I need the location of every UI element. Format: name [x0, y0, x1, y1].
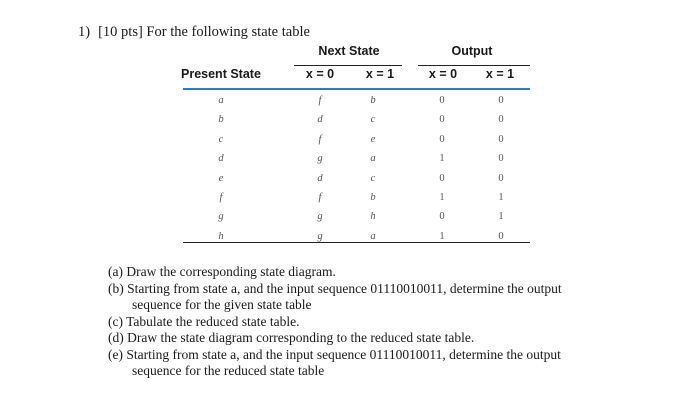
- cell-next1: c: [370, 172, 376, 184]
- table-row: [0, 114, 700, 133]
- question-heading: [78, 24, 310, 41]
- cell-next0: g: [317, 153, 323, 165]
- cell-present: e: [218, 172, 224, 184]
- part-label: (b): [108, 280, 124, 296]
- cell-next1: b: [370, 192, 376, 203]
- cell-next1: b: [370, 95, 376, 106]
- question-part: [108, 347, 562, 380]
- cell-out1: 0: [498, 114, 504, 126]
- cell-out0: 0: [439, 114, 445, 126]
- cell-out1: 0: [498, 95, 504, 106]
- part-label: (d): [108, 330, 124, 345]
- question-part: [108, 264, 562, 281]
- next-x0-header: x = 0: [305, 67, 335, 81]
- cell-out0: 1: [439, 230, 445, 242]
- cell-next0: d: [317, 172, 323, 184]
- part-label: (c): [108, 313, 123, 329]
- cell-out0: 0: [439, 211, 445, 223]
- cell-next1: c: [370, 114, 376, 126]
- part-text: Tabulate the reduced state table.: [126, 313, 300, 329]
- cell-out0: 0: [439, 133, 445, 145]
- question-part: [108, 330, 562, 347]
- cell-present: c: [218, 133, 224, 145]
- question-number: 1): [78, 24, 91, 40]
- part-text: Starting from state a, and the input sequence 01110010011, determine the output: [126, 346, 561, 362]
- table-row: [0, 192, 700, 211]
- cell-next1: a: [370, 153, 376, 165]
- cell-out0: 1: [439, 153, 445, 165]
- cell-present: d: [218, 153, 224, 165]
- table-row: [0, 134, 700, 153]
- cell-out1: 1: [498, 192, 504, 203]
- question-parts: [108, 264, 562, 380]
- cell-out1: 1: [498, 211, 504, 223]
- table-row: [0, 173, 700, 192]
- table-row: [0, 153, 700, 172]
- part-text: Starting from state a, and the input sequence 01110010011, determine the output: [127, 280, 562, 296]
- cell-next0: g: [317, 230, 323, 242]
- next-x1-header: x = 1: [365, 67, 395, 81]
- part-text: sequence for the given state table: [132, 297, 312, 312]
- part-text: Draw the corresponding state diagram.: [126, 264, 336, 279]
- cell-present: a: [218, 95, 224, 106]
- present-state-header: Present State: [181, 67, 261, 81]
- header-divider: [183, 88, 530, 90]
- cell-out1: 0: [498, 230, 504, 242]
- cell-present: h: [218, 230, 224, 242]
- table-row: [0, 95, 700, 114]
- cell-out1: 0: [498, 133, 504, 145]
- cell-out1: 0: [498, 153, 504, 165]
- out-x0-header: x = 0: [428, 67, 458, 81]
- cell-out1: 0: [498, 172, 504, 184]
- cell-next1: a: [370, 230, 376, 242]
- cell-present: f: [219, 192, 223, 203]
- cell-out0: 1: [439, 192, 445, 203]
- cell-out0: 0: [439, 95, 445, 106]
- out-x1-header: x = 1: [485, 67, 515, 81]
- output-group-header: Output: [451, 44, 493, 58]
- question-text: [10 pts] For the following state table: [98, 24, 310, 40]
- part-label: (a): [108, 264, 123, 279]
- table-row: [0, 211, 700, 230]
- cell-next0: f: [318, 133, 322, 145]
- question-part: [108, 281, 562, 314]
- cell-next0: f: [318, 95, 322, 106]
- part-label: (e): [108, 346, 123, 362]
- part-text: sequence for the reduced state table: [132, 363, 325, 378]
- table-bottom-rule: [183, 242, 530, 243]
- cell-next1: e: [370, 133, 376, 145]
- cell-present: g: [218, 211, 224, 223]
- table-row: [0, 231, 700, 250]
- cell-next1: h: [370, 211, 376, 223]
- cell-next0: f: [318, 192, 322, 203]
- question-part: [108, 314, 562, 331]
- cell-present: b: [218, 114, 224, 126]
- cell-next0: d: [317, 114, 323, 126]
- part-text: Draw the state diagram corresponding to the reduced state table.: [127, 330, 475, 345]
- next-state-group-header: Next State: [318, 44, 380, 58]
- cell-next0: g: [317, 211, 323, 223]
- cell-out0: 0: [439, 172, 445, 184]
